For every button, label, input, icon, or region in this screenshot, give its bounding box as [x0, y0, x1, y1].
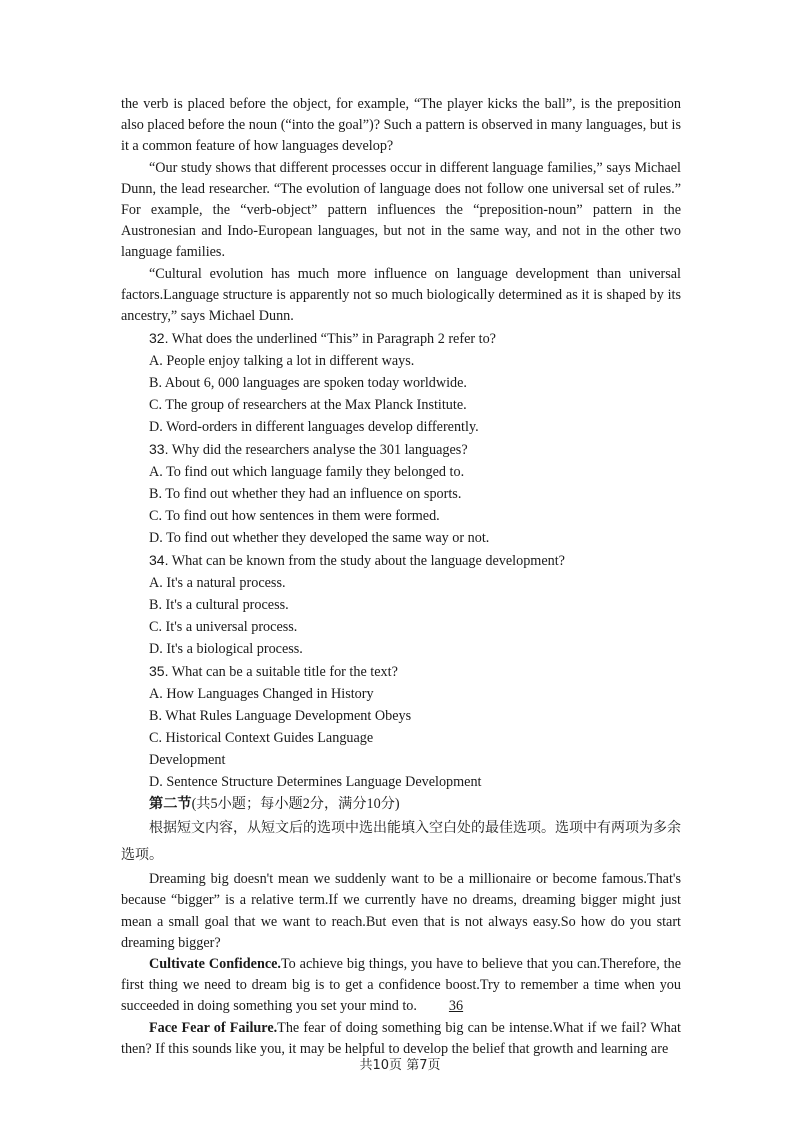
option-b: B. What Rules Language Development Obeys [149, 708, 412, 725]
page-footer: 共10页 第7页 [359, 1058, 441, 1073]
cloze-paragraph-2 [121, 954, 681, 1018]
question-34 [121, 549, 681, 660]
question-35 [121, 660, 681, 793]
section-title: 第二节 [149, 796, 192, 813]
question-number: 35. [149, 663, 169, 680]
question-text: What does the underlined “This” in Paragraph 2 refer to? [171, 331, 496, 348]
option-d: D. To find out whether they developed the same way or not. [149, 530, 490, 547]
option-b: B. It's a cultural process. [149, 597, 289, 614]
option-d: D. It's a biological process. [149, 641, 303, 658]
paragraph-body: The fear of doing something big can be intense.What if we fail? What then? If this sounds like you, it may be helpful to develop the belief that growth and learning are [121, 1019, 681, 1057]
section-scoring: (共5小题；每小题2分，满分10分) [191, 796, 400, 813]
option-a: A. People enjoy talking a lot in different ways. [149, 353, 415, 370]
question-32 [121, 327, 681, 438]
option-b: B. To find out whether they had an influence on sports. [149, 486, 462, 503]
blank-36: 36 [448, 998, 464, 1015]
question-text: Why did the researchers analyse the 301 languages? [171, 442, 468, 459]
option-b: B. About 6, 000 languages are spoken today worldwide. [149, 375, 467, 392]
paragraph-heading: Cultivate Confidence. [149, 956, 281, 973]
section-2-instruction: 根据短文内容，从短文后的选项中选出能填入空白处的最佳选项。选项中有两项为多余选项。 [121, 820, 681, 864]
section-2-heading [121, 793, 681, 815]
option-c: C. Historical Context Guides Language [149, 730, 374, 747]
option-c-continuation: Development [149, 752, 226, 769]
question-number: 32. [149, 330, 169, 347]
option-d: D. Word-orders in different languages develop differently. [149, 419, 479, 436]
option-c: C. It's a universal process. [149, 619, 298, 636]
passage-paragraph-1: the verb is placed before the object, for example, “The player kicks the ball”, is the preposition also placed before the noun (“into the goal”)? Such a pattern is observed in many languages, but is it a common feature of how languages develop? [121, 96, 681, 155]
paragraph-body: To achieve big things, you have to believe that you can.Therefore, the first thing we need to dream big is to get a confidence boost.Try to remember a time when you succeeded in doing something you set your mind to. [121, 956, 681, 1015]
question-33 [121, 438, 681, 549]
option-d: D. Sentence Structure Determines Language Development [149, 774, 482, 791]
question-text: What can be known from the study about the language development? [171, 553, 565, 570]
option-a: A. It's a natural process. [149, 575, 286, 592]
page-content [121, 94, 681, 1060]
option-a: A. To find out which language family they belonged to. [149, 464, 465, 481]
question-text: What can be a suitable title for the text? [171, 664, 398, 681]
option-a: A. How Languages Changed in History [149, 686, 374, 703]
paragraph-heading: Face Fear of Failure. [149, 1019, 278, 1036]
passage-paragraph-2: “Our study shows that different processes occur in different language families,” says Michael Dunn, the lead researcher. “The evolution of language does not follow one universal set of rules.” For example, the “verb-object” pattern influences the “preposition-noun” pattern in the Austronesian and Indo-European languages, but not in the same way, and not in the other two language families. [121, 159, 681, 261]
question-number: 34. [149, 552, 169, 569]
option-c: C. The group of researchers at the Max Planck Institute. [149, 397, 467, 414]
passage-paragraph-3: “Cultural evolution has much more influence on language development than universal factors.Language structure is apparently not so much biologically determined as it is shaped by its ancestry,” says Michael Dunn. [121, 265, 681, 325]
question-number: 33. [149, 441, 169, 458]
option-c: C. To find out how sentences in them were formed. [149, 508, 440, 525]
cloze-paragraph-1: Dreaming big doesn't mean we suddenly want to be a millionaire or become famous.That's because “bigger” is a relative term.If we currently have no dreams, dreaming bigger might just mean a small goal that we want to reach.But even that is not always easy.So how do you start dreaming bigger? [121, 871, 681, 951]
